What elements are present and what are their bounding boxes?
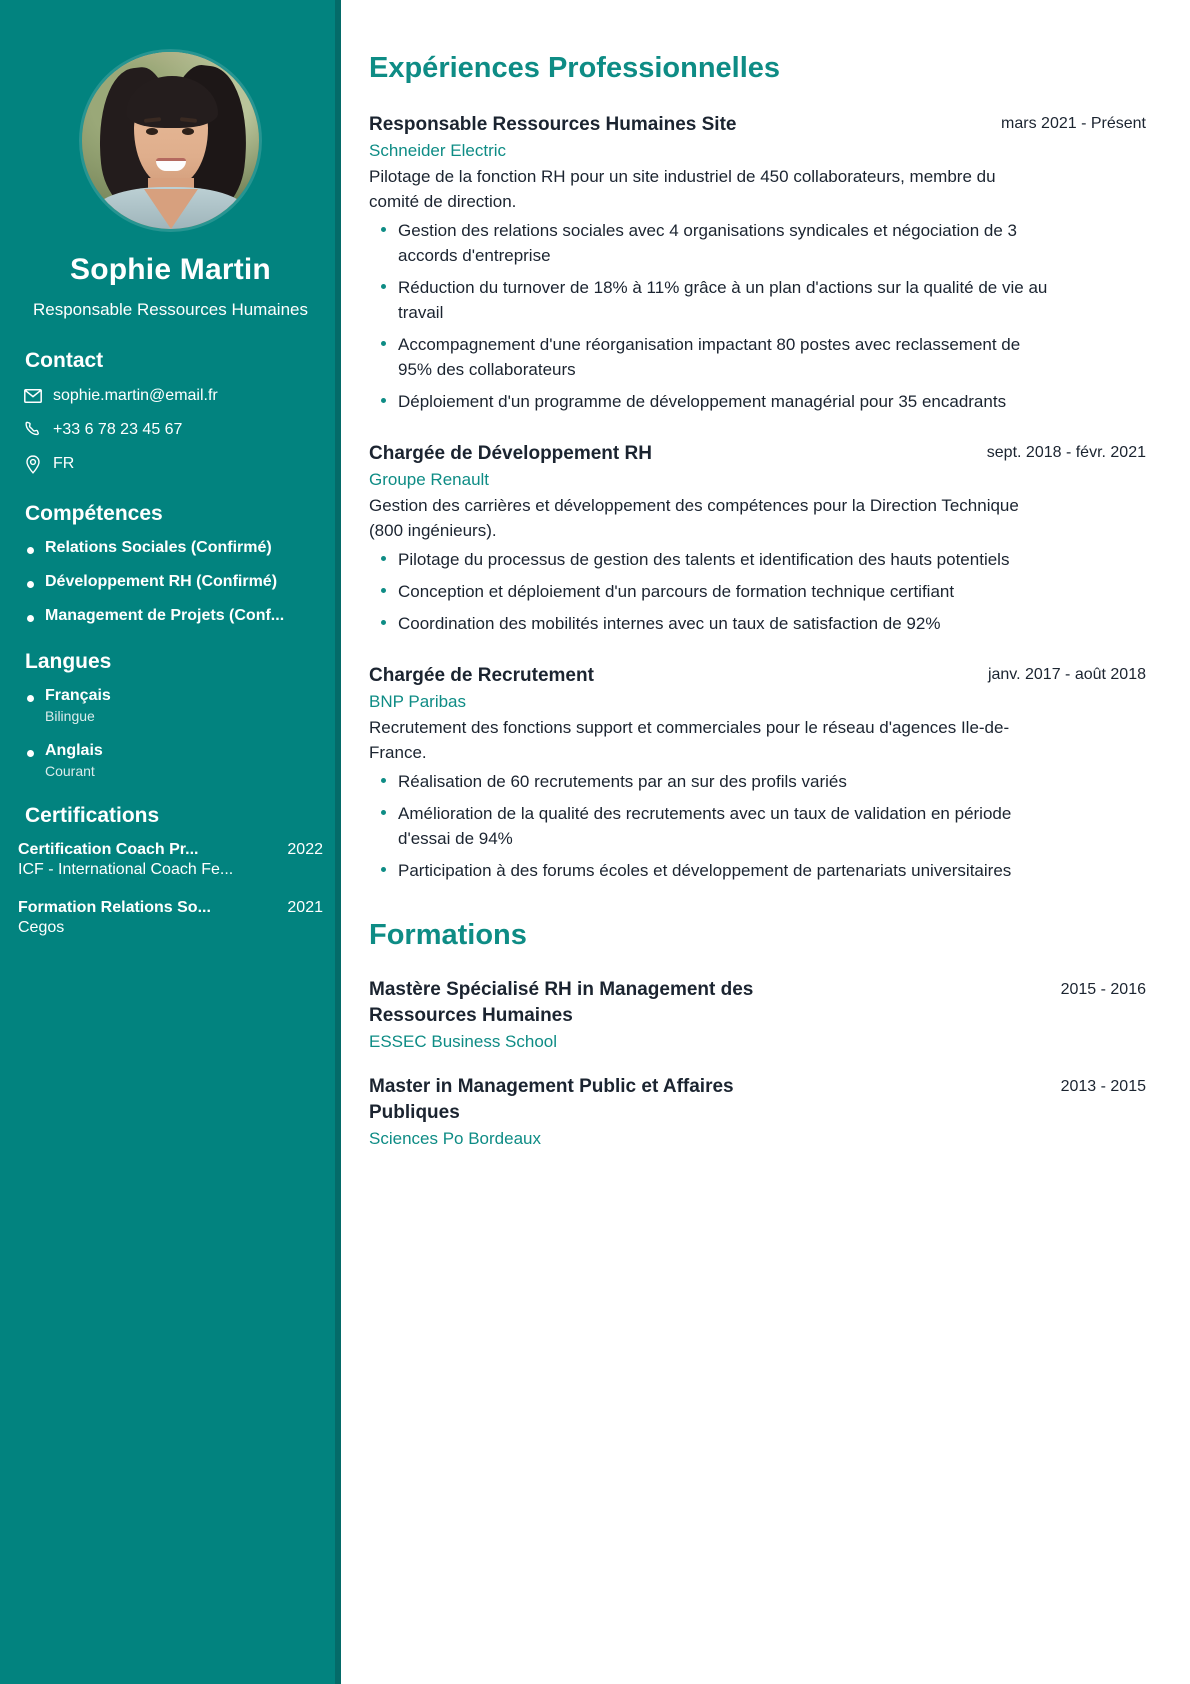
experience-description: Recrutement des fonctions support et commerciales pour le réseau d'agences Ile-de-France. bbox=[369, 718, 1010, 762]
bullet-dot-icon bbox=[381, 778, 386, 783]
education-date: 2013 - 2015 bbox=[1060, 1078, 1146, 1095]
envelope-icon bbox=[23, 386, 43, 406]
experience-bullet-text: Réduction du turnover de 18% à 11% grâce à un plan d'actions sur la qualité de vie au travail bbox=[398, 278, 1048, 322]
bullet-dot-icon bbox=[381, 398, 386, 403]
bullet-dot-icon bbox=[381, 227, 386, 232]
sidebar-accent-stripe bbox=[335, 0, 341, 1684]
experience-bullet-list bbox=[369, 218, 1146, 414]
phone-icon bbox=[23, 420, 43, 440]
experience-bullet bbox=[369, 801, 1146, 851]
certification-title: Formation Relations So... bbox=[18, 899, 211, 916]
certification-issuer: ICF - International Coach Fe... bbox=[18, 861, 234, 878]
language-item bbox=[27, 687, 323, 724]
experience-entry bbox=[369, 112, 1146, 414]
certification-item bbox=[18, 841, 323, 879]
experience-title: Chargée de Développement RH bbox=[369, 443, 652, 464]
skill-item bbox=[27, 573, 323, 591]
avatar-eye-right bbox=[182, 128, 194, 135]
contact-heading: Contact bbox=[25, 349, 104, 372]
skill-item bbox=[27, 539, 323, 557]
bullet-dot-icon bbox=[27, 750, 34, 757]
contact-phone-value: +33 6 78 23 45 67 bbox=[53, 421, 183, 438]
experience-title: Responsable Ressources Humaines Site bbox=[369, 114, 737, 135]
experience-description: Gestion des carrières et développement des compétences pour la Direction Technique (800 ingénieurs). bbox=[369, 496, 1019, 540]
education-title: Master in Management Public et Affaires Publiques bbox=[369, 1076, 734, 1123]
contact-location-value: FR bbox=[53, 455, 75, 472]
certification-issuer: Cegos bbox=[18, 919, 65, 936]
skill-label: Relations Sociales (Confirmé) bbox=[45, 539, 272, 556]
experience-bullet bbox=[369, 547, 1146, 572]
education-school: Sciences Po Bordeaux bbox=[369, 1129, 541, 1148]
experience-date: mars 2021 - Présent bbox=[1001, 115, 1146, 132]
language-name: Français bbox=[45, 687, 111, 704]
experience-bullet-text: Conception et déploiement d'un parcours de formation technique certifiant bbox=[398, 582, 955, 601]
language-level: Courant bbox=[45, 763, 95, 779]
contact-email-value: sophie.martin@email.fr bbox=[53, 387, 218, 404]
education-entry bbox=[369, 1074, 1146, 1149]
avatar bbox=[82, 52, 259, 229]
languages-heading: Langues bbox=[25, 650, 112, 673]
avatar-smile bbox=[156, 158, 186, 171]
experience-organization: BNP Paribas bbox=[369, 692, 467, 711]
experience-bullet-list bbox=[369, 547, 1146, 636]
bullet-dot-icon bbox=[381, 341, 386, 346]
skill-label: Développement RH (Confirmé) bbox=[45, 573, 278, 590]
certification-title: Certification Coach Pr... bbox=[18, 841, 199, 858]
skill-item bbox=[27, 607, 323, 625]
candidate-name: Sophie Martin bbox=[70, 253, 271, 286]
experience-entry bbox=[369, 663, 1146, 883]
experience-title: Chargée de Recrutement bbox=[369, 665, 594, 686]
main-content bbox=[341, 0, 1190, 1684]
experience-date: janv. 2017 - août 2018 bbox=[987, 666, 1146, 683]
bullet-dot-icon bbox=[381, 588, 386, 593]
language-name: Anglais bbox=[45, 742, 103, 759]
experience-bullet-text: Réalisation de 60 recrutements par an sur des profils variés bbox=[398, 772, 847, 791]
avatar-container bbox=[18, 0, 323, 229]
bullet-dot-icon bbox=[381, 284, 386, 289]
experience-description: Pilotage de la fonction RH pour un site industriel de 450 collaborateurs, membre du comité de direction. bbox=[369, 167, 996, 211]
language-level: Bilingue bbox=[45, 708, 95, 724]
bullet-dot-icon bbox=[381, 620, 386, 625]
skills-heading: Compétences bbox=[25, 502, 163, 525]
experience-organization: Groupe Renault bbox=[369, 470, 490, 489]
experience-bullet bbox=[369, 332, 1146, 382]
candidate-job-title: Responsable Ressources Humaines bbox=[33, 300, 308, 319]
experience-bullet bbox=[369, 389, 1146, 414]
experience-organization: Schneider Electric bbox=[369, 141, 507, 160]
bullet-dot-icon bbox=[381, 810, 386, 815]
experience-bullet-text: Pilotage du processus de gestion des talents et identification des hauts potentiels bbox=[398, 550, 1010, 569]
experience-bullet bbox=[369, 858, 1146, 883]
experience-bullet-text: Déploiement d'un programme de développement managérial pour 35 encadrants bbox=[398, 392, 1007, 411]
experience-bullet bbox=[369, 275, 1146, 325]
location-pin-icon bbox=[23, 454, 43, 474]
bullet-dot-icon bbox=[381, 556, 386, 561]
experience-bullet bbox=[369, 611, 1146, 636]
experience-bullet-text: Amélioration de la qualité des recrutements avec un taux de validation en période d'essai de 94% bbox=[398, 804, 1012, 848]
experience-bullet-text: Participation à des forums écoles et développement de partenariats universitaires bbox=[398, 861, 1012, 880]
experience-bullet-text: Coordination des mobilités internes avec un taux de satisfaction de 92% bbox=[398, 614, 941, 633]
bullet-dot-icon bbox=[381, 867, 386, 872]
education-section-heading: Formations bbox=[369, 919, 527, 951]
experience-date: sept. 2018 - févr. 2021 bbox=[986, 444, 1146, 461]
contact-phone-row bbox=[23, 420, 323, 440]
education-date: 2015 - 2016 bbox=[1060, 981, 1146, 998]
bullet-dot-icon bbox=[27, 547, 34, 554]
bullet-dot-icon bbox=[27, 695, 34, 702]
skill-label: Management de Projets (Conf... bbox=[45, 607, 285, 624]
experience-entry bbox=[369, 441, 1146, 636]
education-school: ESSEC Business School bbox=[369, 1032, 558, 1051]
education-title: Mastère Spécialisé RH in Management des Ressources Humaines bbox=[369, 979, 754, 1026]
certification-year: 2021 bbox=[287, 899, 323, 916]
experience-bullet-text: Gestion des relations sociales avec 4 organisations syndicales et négociation de 3 accords d'entreprise bbox=[398, 221, 1017, 265]
experience-bullet-text: Accompagnement d'une réorganisation impactant 80 postes avec reclassement de 95% des collaborateurs bbox=[398, 335, 1021, 379]
bullet-dot-icon bbox=[27, 581, 34, 588]
experience-bullet bbox=[369, 769, 1146, 794]
experience-bullet bbox=[369, 218, 1146, 268]
certification-item bbox=[18, 899, 323, 937]
bullet-dot-icon bbox=[27, 615, 34, 622]
certification-year: 2022 bbox=[287, 841, 323, 858]
avatar-eye-left bbox=[146, 128, 158, 135]
language-item bbox=[27, 742, 323, 779]
experience-section-heading: Expériences Professionnelles bbox=[369, 52, 781, 84]
experience-bullet-list bbox=[369, 769, 1146, 883]
contact-email-row bbox=[23, 386, 323, 406]
certifications-heading: Certifications bbox=[25, 804, 160, 827]
education-entry bbox=[369, 977, 1146, 1052]
sidebar bbox=[0, 0, 341, 1684]
contact-location-row bbox=[23, 454, 323, 474]
experience-bullet bbox=[369, 579, 1146, 604]
